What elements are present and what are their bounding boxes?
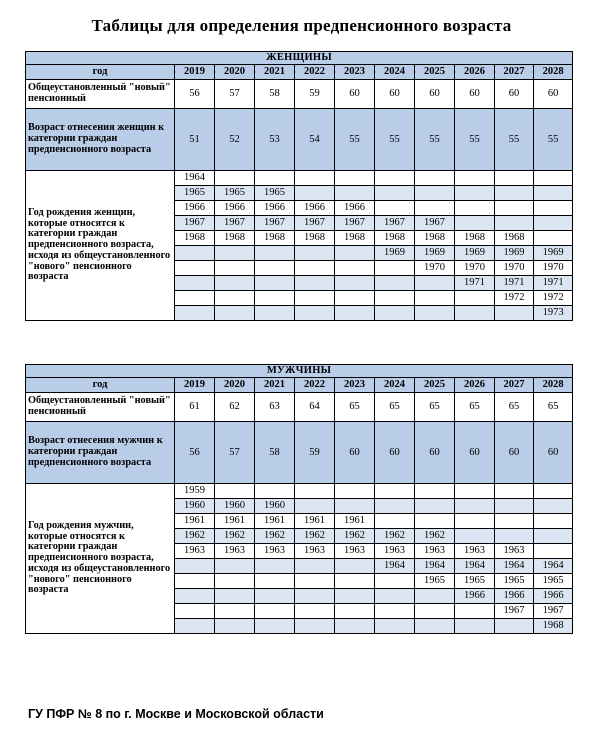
birth-year-cell: 1966	[215, 201, 255, 216]
birth-year-cell: 1964	[175, 171, 215, 186]
birth-year-cell	[335, 619, 375, 634]
birth-year-cell: 1968	[534, 619, 573, 634]
birth-year-cell	[415, 604, 455, 619]
birth-year-cell	[375, 619, 415, 634]
birth-year-cell	[375, 261, 415, 276]
pension-age-cell: 63	[255, 393, 295, 422]
birth-year-cell	[255, 619, 295, 634]
birth-year-cell: 1969	[375, 246, 415, 261]
birth-year-cell	[175, 261, 215, 276]
birth-year-cell	[335, 261, 375, 276]
birth-year-cell: 1972	[495, 291, 534, 306]
birth-year-cell	[495, 216, 534, 231]
birth-year-cell	[335, 559, 375, 574]
birth-year-cell	[175, 589, 215, 604]
birth-year-cell	[295, 559, 335, 574]
column-header-year: 2025	[415, 378, 455, 393]
birth-year-cell	[215, 619, 255, 634]
birth-year-cell: 1967	[495, 604, 534, 619]
pension-age-cell: 60	[534, 80, 573, 109]
birth-year-cell: 1971	[455, 276, 495, 291]
section-title: ЖЕНЩИНЫ	[26, 52, 573, 65]
birth-year-cell	[335, 186, 375, 201]
birth-year-cell	[375, 291, 415, 306]
birth-year-cell: 1960	[255, 499, 295, 514]
birth-year-cell	[335, 499, 375, 514]
birth-year-cell: 1965	[495, 574, 534, 589]
birth-year-cell: 1970	[455, 261, 495, 276]
birth-year-cell: 1962	[335, 529, 375, 544]
birth-year-cell	[295, 171, 335, 186]
birth-year-cell	[295, 574, 335, 589]
birth-year-cell	[495, 514, 534, 529]
birth-year-cell: 1963	[455, 544, 495, 559]
birth-year-cell	[455, 484, 495, 499]
birth-year-cell	[495, 484, 534, 499]
prepension-age-cell: 53	[255, 109, 295, 171]
birth-year-cell: 1961	[175, 514, 215, 529]
birth-year-cell	[495, 171, 534, 186]
birth-year-cell	[335, 276, 375, 291]
birth-year-cell: 1967	[534, 604, 573, 619]
birth-year-cell	[215, 484, 255, 499]
prepension-age-cell: 55	[495, 109, 534, 171]
birth-year-cell: 1968	[455, 231, 495, 246]
birth-year-cell	[375, 589, 415, 604]
birth-year-cell: 1969	[495, 246, 534, 261]
birth-year-cell: 1962	[415, 529, 455, 544]
prepension-age-cell: 51	[175, 109, 215, 171]
pension-age-label: Общеустановленный "новый" пенсионный	[26, 393, 175, 422]
birth-year-cell	[375, 514, 415, 529]
birth-year-cell	[534, 514, 573, 529]
birth-year-cell	[255, 306, 295, 321]
birth-year-cell	[295, 499, 335, 514]
column-header-year: 2025	[415, 65, 455, 80]
birth-year-cell: 1965	[255, 186, 295, 201]
birth-year-cell	[295, 484, 335, 499]
birth-year-cell	[255, 276, 295, 291]
birth-year-cell: 1961	[295, 514, 335, 529]
birth-year-cell: 1965	[534, 574, 573, 589]
birth-year-cell	[215, 574, 255, 589]
birth-year-cell: 1970	[495, 261, 534, 276]
pension-age-cell: 65	[495, 393, 534, 422]
pension-age-row	[26, 393, 573, 422]
birth-year-cell	[335, 291, 375, 306]
birth-year-cell: 1966	[295, 201, 335, 216]
birth-year-cell	[255, 574, 295, 589]
birth-year-cell	[335, 604, 375, 619]
prepension-age-row	[26, 109, 573, 171]
column-header-year-label: год	[26, 65, 175, 80]
pension-age-cell: 60	[415, 80, 455, 109]
birth-year-cell: 1967	[255, 216, 295, 231]
birth-year-cell	[534, 544, 573, 559]
birth-year-cell	[295, 186, 335, 201]
prepension-age-cell: 60	[534, 422, 573, 484]
column-header-year: 2024	[375, 378, 415, 393]
birth-year-cell: 1961	[335, 514, 375, 529]
birth-year-cell	[495, 499, 534, 514]
birth-year-cell: 1960	[215, 499, 255, 514]
birth-year-cell	[415, 306, 455, 321]
birth-year-cell	[175, 276, 215, 291]
birth-year-cell: 1963	[415, 544, 455, 559]
birth-year-cell	[375, 306, 415, 321]
birth-year-cell: 1966	[534, 589, 573, 604]
birth-year-cell	[455, 529, 495, 544]
column-header-year: 2020	[215, 65, 255, 80]
birth-year-cell	[255, 559, 295, 574]
birth-year-cell: 1965	[215, 186, 255, 201]
birth-year-cell: 1967	[375, 216, 415, 231]
prepension-age-row	[26, 422, 573, 484]
column-header-year: 2023	[335, 378, 375, 393]
birth-year-cell	[215, 306, 255, 321]
birth-year-cell	[534, 499, 573, 514]
men-table	[25, 364, 573, 634]
birth-year-cell	[335, 574, 375, 589]
birth-year-cell: 1967	[415, 216, 455, 231]
birth-year-cell: 1966	[455, 589, 495, 604]
column-header-year: 2022	[295, 378, 335, 393]
birth-year-cell: 1966	[335, 201, 375, 216]
birth-year-cell: 1968	[375, 231, 415, 246]
prepension-age-cell: 54	[295, 109, 335, 171]
pension-age-cell: 60	[335, 80, 375, 109]
section-title: МУЖЧИНЫ	[26, 365, 573, 378]
prepension-age-cell: 55	[455, 109, 495, 171]
column-header-year: 2024	[375, 65, 415, 80]
pension-age-cell: 62	[215, 393, 255, 422]
birth-year-cell	[375, 201, 415, 216]
birth-year-cell	[255, 484, 295, 499]
prepension-age-cell: 60	[495, 422, 534, 484]
birth-year-cell: 1966	[175, 201, 215, 216]
birth-year-cell	[295, 291, 335, 306]
birth-year-cell	[455, 186, 495, 201]
birth-year-cell: 1969	[534, 246, 573, 261]
pension-age-cell: 57	[215, 80, 255, 109]
birth-year-cell	[215, 261, 255, 276]
column-header-row	[26, 65, 573, 80]
birth-year-cell	[175, 619, 215, 634]
birth-year-row	[26, 171, 573, 186]
birth-year-cell	[455, 291, 495, 306]
women-table	[25, 51, 573, 321]
birth-year-cell: 1963	[495, 544, 534, 559]
birth-year-cell	[375, 499, 415, 514]
birth-year-cell	[415, 484, 455, 499]
column-header-year: 2026	[455, 65, 495, 80]
birth-year-cell	[215, 171, 255, 186]
column-header-year: 2023	[335, 65, 375, 80]
column-header-year: 2027	[495, 65, 534, 80]
prepension-age-cell: 56	[175, 422, 215, 484]
birth-year-cell	[175, 604, 215, 619]
birth-year-cell	[495, 201, 534, 216]
birth-year-cell	[495, 619, 534, 634]
birth-year-cell	[495, 306, 534, 321]
birth-year-cell	[215, 559, 255, 574]
birth-year-cell: 1967	[175, 216, 215, 231]
birth-year-cell	[295, 276, 335, 291]
birth-year-cell: 1969	[455, 246, 495, 261]
birth-year-cell	[255, 589, 295, 604]
birth-year-cell	[175, 559, 215, 574]
prepension-age-cell: 55	[534, 109, 573, 171]
birth-year-cell	[495, 529, 534, 544]
birth-year-cell	[295, 604, 335, 619]
birth-year-cell	[295, 261, 335, 276]
birth-year-cell	[534, 484, 573, 499]
birth-year-cell	[455, 619, 495, 634]
birth-year-cell	[255, 171, 295, 186]
pension-age-cell: 65	[534, 393, 573, 422]
birth-year-cell: 1963	[375, 544, 415, 559]
birth-year-cell: 1968	[335, 231, 375, 246]
birth-year-cell: 1960	[175, 499, 215, 514]
birth-year-cell	[255, 246, 295, 261]
birth-year-cell	[295, 306, 335, 321]
birth-year-cell	[415, 619, 455, 634]
birth-year-cell	[335, 589, 375, 604]
birth-year-cell: 1968	[295, 231, 335, 246]
birth-year-cell: 1963	[215, 544, 255, 559]
birth-year-cell: 1964	[375, 559, 415, 574]
birth-year-cell: 1961	[255, 514, 295, 529]
birth-year-cell	[215, 589, 255, 604]
birth-year-cell: 1967	[335, 216, 375, 231]
birth-year-cell: 1962	[215, 529, 255, 544]
column-header-year: 2019	[175, 65, 215, 80]
birth-year-cell: 1967	[295, 216, 335, 231]
birth-year-cell	[295, 589, 335, 604]
birth-year-cell	[534, 201, 573, 216]
pension-age-cell: 65	[415, 393, 455, 422]
footer-org: ГУ ПФР № 8 по г. Москве и Московской области	[28, 707, 324, 721]
prepension-age-cell: 60	[335, 422, 375, 484]
birth-year-cell: 1962	[175, 529, 215, 544]
pension-age-cell: 56	[175, 80, 215, 109]
birth-year-cell: 1963	[335, 544, 375, 559]
birth-year-cell	[534, 231, 573, 246]
birth-year-cell: 1962	[295, 529, 335, 544]
birth-year-cell	[534, 529, 573, 544]
column-header-year: 2019	[175, 378, 215, 393]
birth-year-cell: 1969	[415, 246, 455, 261]
column-header-year: 2026	[455, 378, 495, 393]
page-title: Таблицы для определения предпенсионного возраста	[91, 16, 512, 35]
column-header-row	[26, 378, 573, 393]
birth-year-cell	[335, 246, 375, 261]
column-header-year: 2020	[215, 378, 255, 393]
birth-year-cell: 1971	[495, 276, 534, 291]
birth-year-cell	[255, 291, 295, 306]
pension-age-row	[26, 80, 573, 109]
birth-year-cell	[215, 246, 255, 261]
birth-year-cell	[415, 291, 455, 306]
birth-year-cell	[215, 276, 255, 291]
birth-year-cell	[175, 306, 215, 321]
pension-age-cell: 61	[175, 393, 215, 422]
birth-year-cell: 1965	[455, 574, 495, 589]
birth-year-cell: 1959	[175, 484, 215, 499]
birth-year-cell	[375, 276, 415, 291]
birth-year-cell	[375, 186, 415, 201]
pension-age-label: Общеустановленный "новый" пенсионный	[26, 80, 175, 109]
pension-age-cell: 59	[295, 80, 335, 109]
birth-year-cell	[415, 589, 455, 604]
birth-year-cell: 1963	[175, 544, 215, 559]
birth-year-cell: 1962	[375, 529, 415, 544]
column-header-year: 2021	[255, 65, 295, 80]
column-header-year: 2028	[534, 65, 573, 80]
birth-year-cell: 1968	[255, 231, 295, 246]
birth-year-cell: 1970	[415, 261, 455, 276]
pension-age-cell: 60	[455, 80, 495, 109]
birth-year-cell: 1964	[534, 559, 573, 574]
birth-year-cell	[335, 484, 375, 499]
birth-year-cell	[175, 291, 215, 306]
birth-year-cell: 1965	[175, 186, 215, 201]
birth-year-cell	[335, 171, 375, 186]
birth-year-cell: 1961	[215, 514, 255, 529]
pension-age-cell: 60	[495, 80, 534, 109]
birth-year-cell: 1965	[415, 574, 455, 589]
birth-year-cell	[415, 171, 455, 186]
section-header-row	[26, 52, 573, 65]
birth-year-cell: 1964	[495, 559, 534, 574]
birth-year-cell: 1968	[215, 231, 255, 246]
prepension-age-label: Возраст отнесения женщин к категории граждан предпенсионного возраста	[26, 109, 175, 171]
column-header-year: 2027	[495, 378, 534, 393]
birth-year-cell	[175, 246, 215, 261]
birth-year-cell: 1966	[255, 201, 295, 216]
column-header-year: 2028	[534, 378, 573, 393]
birth-year-cell	[415, 499, 455, 514]
birth-year-cell	[375, 484, 415, 499]
birth-year-cell	[455, 216, 495, 231]
pension-age-cell: 65	[455, 393, 495, 422]
birth-year-cell: 1963	[295, 544, 335, 559]
prepension-age-cell: 59	[295, 422, 335, 484]
birth-year-cell: 1968	[495, 231, 534, 246]
prepension-age-cell: 60	[455, 422, 495, 484]
prepension-age-cell: 60	[375, 422, 415, 484]
birth-year-cell	[455, 604, 495, 619]
prepension-age-cell: 57	[215, 422, 255, 484]
prepension-age-cell: 60	[415, 422, 455, 484]
prepension-age-cell: 55	[335, 109, 375, 171]
birth-year-cell: 1973	[534, 306, 573, 321]
birth-year-cell	[415, 276, 455, 291]
birth-year-cell: 1968	[175, 231, 215, 246]
birth-year-cell: 1970	[534, 261, 573, 276]
birth-year-cell	[415, 514, 455, 529]
birth-year-cell	[534, 216, 573, 231]
birth-year-cell	[335, 306, 375, 321]
section-header-row	[26, 365, 573, 378]
birth-year-cell	[175, 574, 215, 589]
birth-year-cell	[495, 186, 534, 201]
pension-age-cell: 64	[295, 393, 335, 422]
birth-year-cell	[255, 261, 295, 276]
birth-year-cell	[375, 171, 415, 186]
prepension-age-cell: 55	[375, 109, 415, 171]
prepension-age-cell: 52	[215, 109, 255, 171]
birth-year-cell: 1963	[255, 544, 295, 559]
birth-year-cell	[455, 306, 495, 321]
birth-year-cell: 1967	[215, 216, 255, 231]
birth-year-cell	[295, 246, 335, 261]
birth-year-cell: 1964	[415, 559, 455, 574]
birth-year-cell	[455, 201, 495, 216]
column-header-year-label: год	[26, 378, 175, 393]
birth-year-cell	[295, 619, 335, 634]
pension-age-cell: 60	[375, 80, 415, 109]
birth-year-cell: 1971	[534, 276, 573, 291]
birth-year-cell: 1966	[495, 589, 534, 604]
pension-age-cell: 58	[255, 80, 295, 109]
column-header-year: 2021	[255, 378, 295, 393]
birth-year-cell	[455, 171, 495, 186]
birth-year-cell	[215, 604, 255, 619]
birth-year-row	[26, 484, 573, 499]
birth-year-cell	[455, 499, 495, 514]
birth-year-cell: 1964	[455, 559, 495, 574]
birth-year-cell	[534, 186, 573, 201]
prepension-age-label: Возраст отнесения мужчин к категории граждан предпенсионного возраста	[26, 422, 175, 484]
birth-year-cell	[215, 291, 255, 306]
column-header-year: 2022	[295, 65, 335, 80]
prepension-age-cell: 58	[255, 422, 295, 484]
birth-year-cell: 1972	[534, 291, 573, 306]
birth-year-cell	[455, 514, 495, 529]
birth-year-cell	[375, 574, 415, 589]
birth-year-cell	[255, 604, 295, 619]
pension-age-cell: 65	[335, 393, 375, 422]
birth-year-cell: 1962	[255, 529, 295, 544]
birth-year-cell: 1968	[415, 231, 455, 246]
pension-age-cell: 65	[375, 393, 415, 422]
birth-year-label: Год рождения женщин, которые относятся к категории граждан предпенсионного возраста, исходя из общеустановленного "нового" пенсионного возраста	[26, 171, 175, 321]
birth-year-cell	[415, 186, 455, 201]
birth-year-cell	[534, 171, 573, 186]
birth-year-cell	[375, 604, 415, 619]
prepension-age-cell: 55	[415, 109, 455, 171]
birth-year-cell	[415, 201, 455, 216]
birth-year-label: Год рождения мужчин, которые относятся к категории граждан предпенсионного возраста, исходя из общеустановленного "нового" пенсионного возраста	[26, 484, 175, 634]
